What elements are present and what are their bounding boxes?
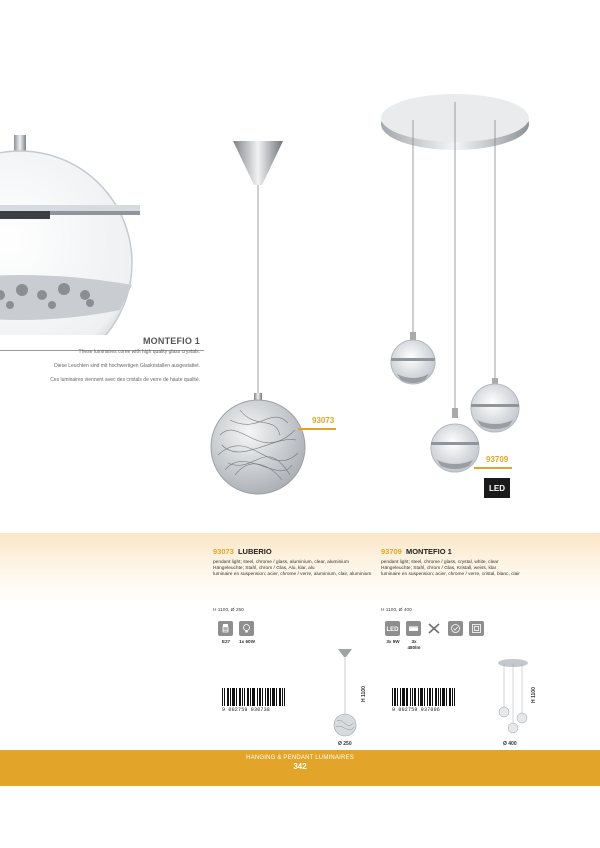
- hero-text-de: Diese Leuchten sind mit hochwertigen Glaskristallen ausgestattet.: [54, 363, 200, 369]
- luberio-product-image: [200, 135, 320, 495]
- product-name: MONTEFIO 1: [405, 547, 452, 556]
- product-code: 93073: [213, 547, 234, 556]
- product-name: LUBERIO: [237, 547, 272, 556]
- no-dimmer-icon: [427, 621, 442, 636]
- led-icon: [385, 621, 400, 636]
- footer-category: HANGING & PENDANT LUMINAIRES: [246, 755, 354, 761]
- hero-text-en: These luminaires come with high quality glass crystals.: [78, 349, 200, 355]
- icon-caption: 480lm: [407, 645, 421, 650]
- product-code: 93709: [381, 547, 402, 556]
- spec-icons-montefio: [385, 621, 484, 636]
- desc-de: Hängeleuchte; Stahl, chrom / Glas, Alu, klar, alu: [213, 566, 315, 572]
- product-heading: [213, 547, 373, 556]
- montefio-hero-image: [0, 135, 160, 335]
- product-description: [381, 560, 541, 579]
- barcode-bars: [392, 688, 462, 706]
- montefio-3-pendant-image: [375, 92, 535, 502]
- desc-fr: luminaire en suspension; acier, chrome / verre, cristal, blanc, clair: [381, 572, 520, 578]
- product-heading: [381, 547, 541, 556]
- icon-caption: 1x 60W: [239, 639, 255, 644]
- hero-text-fr: Ces luminaires viennent avec des cristals de verre de haute qualité.: [50, 377, 200, 383]
- desc-en: pendant light; steel, chrome / glass, crystal, white, clear: [381, 560, 499, 565]
- product-luberio: [213, 547, 373, 613]
- product-description: [213, 560, 373, 579]
- product-montefio: [381, 547, 541, 613]
- icon-caption: E27: [221, 639, 231, 644]
- barcode-number: 9 002759 930738: [222, 707, 271, 713]
- barcode-bars: [222, 688, 292, 706]
- led-badge: LED: [484, 478, 510, 498]
- icon-caption: 3x: [411, 639, 417, 644]
- e27-socket-icon: [218, 621, 233, 636]
- desc-de: Hängeleuchte; Stahl, chrom / Glas, Kristall, weiss, klar: [381, 566, 497, 572]
- page-number: 342: [293, 762, 307, 771]
- dimension-height: H 1100: [361, 686, 367, 702]
- product-code-label-93709: 93709: [486, 455, 509, 464]
- luberio-dimension-thumbnail: [325, 647, 365, 742]
- dimension-diameter: Ø 250: [338, 741, 352, 747]
- dimension-height: H 1100: [531, 687, 537, 703]
- hero-title: MONTEFIO 1: [142, 336, 200, 346]
- hero-description: [40, 349, 200, 391]
- energy-class-icon: [448, 621, 463, 636]
- spec-icons-luberio: [218, 621, 254, 636]
- dimension-diameter: Ø 400: [503, 741, 517, 747]
- barcode-number: 9 002759 937096: [392, 707, 441, 713]
- product-dimensions: H 1100, Ø 400: [381, 608, 412, 613]
- svg-text:LED: LED: [386, 627, 399, 633]
- icon-caption: 3x 5W: [386, 639, 400, 644]
- protection-class-icon: [469, 621, 484, 636]
- page-footer: [0, 750, 600, 786]
- barcode-luberio: [222, 688, 292, 714]
- product-code-label-93073: 93073: [312, 416, 335, 425]
- barcode-montefio: [392, 688, 462, 714]
- bulb-icon: [239, 621, 254, 636]
- lumen-icon: [406, 621, 421, 636]
- desc-fr: luminaire en suspension; acier, chrome / verre, aluminium, clair, aluminium: [213, 572, 372, 578]
- montefio-dimension-thumbnail: [493, 657, 533, 742]
- code-underline: [474, 467, 512, 469]
- code-underline: [298, 428, 336, 430]
- product-dimensions: H 1100, Ø 250: [213, 608, 244, 613]
- desc-en: pendant light; steel, chrome / glass, aluminium, clear, aluminium: [213, 560, 349, 565]
